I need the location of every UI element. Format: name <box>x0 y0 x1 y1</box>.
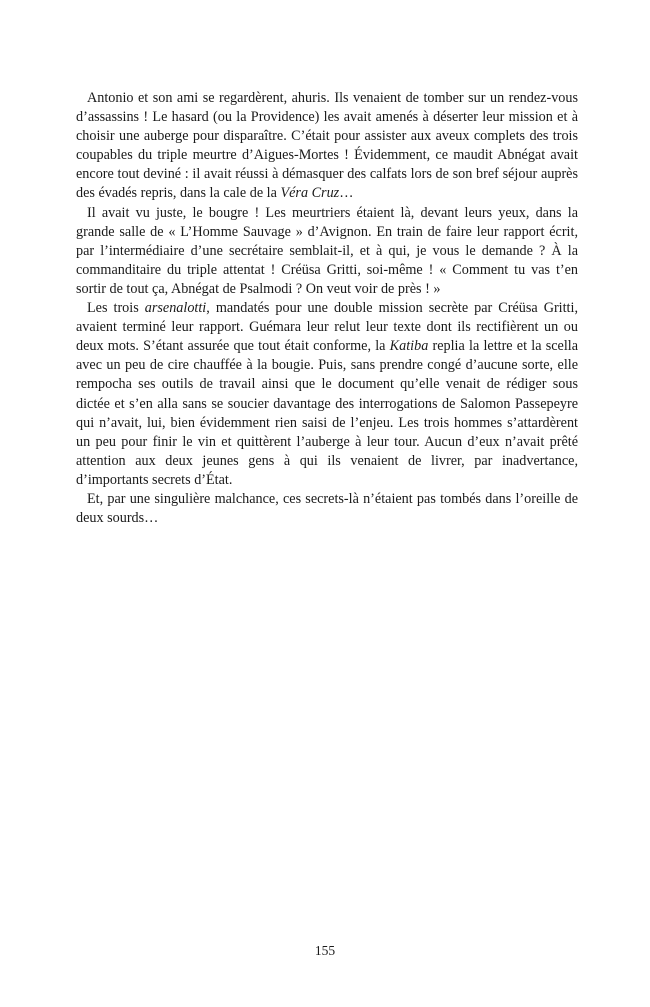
text-run: Il avait vu juste, le bougre ! Les meurtriers étaient là, devant leurs yeux, dans la grande salle de « L’Homme Sauvage » d’Avignon. En train de faire leur rapport écrit, par l’intermédiaire d’une secrétaire semblait-il, et à qui, je vous le demande ? À la commanditaire du triple attentat ! Créüsa Gritti, soi-même ! « Comment tu vas t’en sortir de tout ça, Abnégat de Psalmodi ? On veut voir de près ! » <box>76 204 578 297</box>
italic-text-run: Véra Cruz <box>280 185 340 202</box>
text-run: replia la lettre et la scella avec un peu de cire chauffée à la bougie. Puis, sans prendre congé d’aucune sorte, elle rempocha ses outils de travail ainsi que le document qu’elle venait de rédiger sous dictée et s’en alla sans se soucier davantage des interrogations de Salomon Passepeyre qui n’avait, lui, bien évidemment rien saisi de l’enjeu. Les trois hommes s’attardèrent un peu pour finir le vin et quittèrent l’auberge à leur tour. Aucun d’eux n’avait prêté attention aux deux jeunes gens à qui ils venaient de livrer, par inadvertance, d’importants secrets d’État. <box>76 338 578 488</box>
paragraph <box>76 490 578 528</box>
text-run: Les trois <box>87 300 145 317</box>
text-run: Antonio et son ami se regardèrent, ahuris. Ils venaient de tomber sur un rendez-vous d’assassins ! Le hasard (ou la Providence) les avait amenés à déserter leur mission et à choisir une auberge pour disparaître. C’était pour assister aux aveux complets des trois coupables du triple meurtre d’Aigues-Mortes ! Évidemment, ce maudit Abnégat avait encore tout deviné : il avait réussi à démasquer des calfats lors de son bref séjour auprès des évadés repris, dans la cale de la <box>76 90 578 202</box>
paragraph <box>76 89 578 204</box>
paragraph <box>76 204 578 299</box>
italic-text-run: Katiba <box>389 338 429 355</box>
text-run: Et, par une singulière malchance, ces secrets-là n’étaient pas tombés dans l’oreille de deux sourds… <box>76 490 578 527</box>
text-block <box>76 89 578 528</box>
paragraph <box>76 299 578 490</box>
italic-text-run: arsenalotti <box>144 300 207 317</box>
text-run: , mandatés pour une double mission secrète par Créüsa Gritti, avaient terminé leur rapport. Guémara leur relut leur texte dont ils rectifièrent un ou deux mots. S’étant assurée que tout était conforme, la <box>76 300 578 355</box>
text-run: … <box>339 185 354 202</box>
page-number: 155 <box>314 943 336 958</box>
